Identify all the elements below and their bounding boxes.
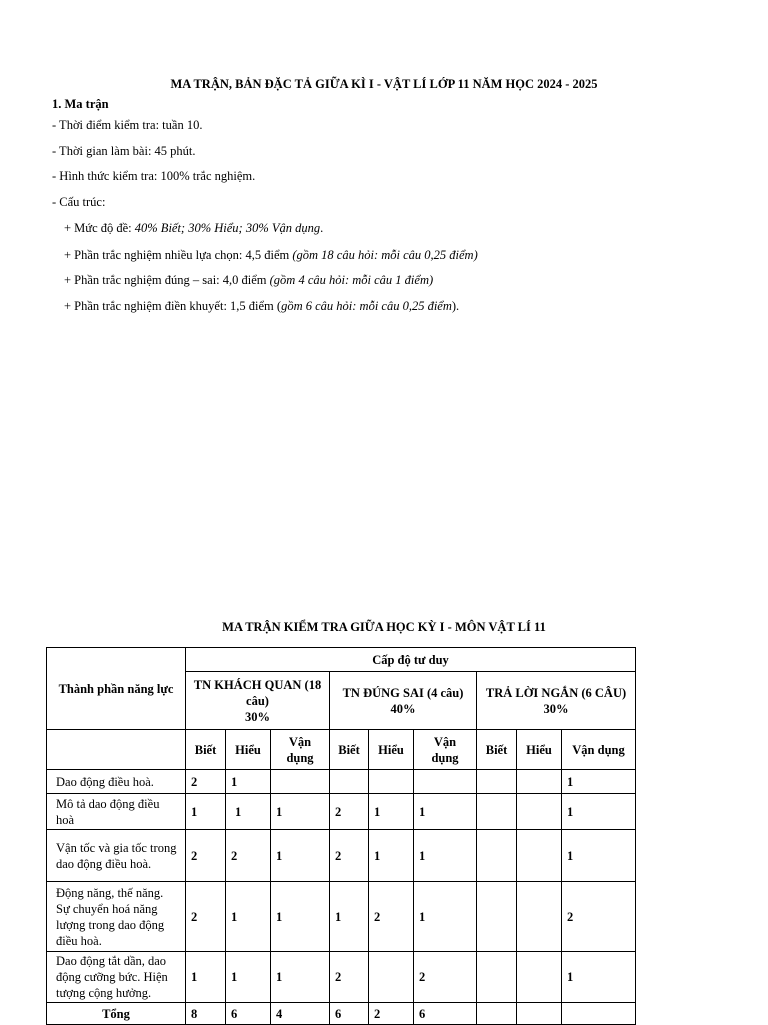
row-label: Dao động điều hoà.: [47, 770, 186, 794]
matrix-table: [46, 647, 636, 1025]
table-cell: [414, 770, 477, 794]
table-cell: 1: [369, 794, 414, 830]
header-empty-cell: [47, 730, 186, 770]
table-cell: 1: [186, 952, 226, 1003]
table-cell: [369, 952, 414, 1003]
row-label: Dao động tắt dần, dao động cưỡng bức. Hiện tượng cộng hưởng.: [47, 952, 186, 1003]
table-cell: [517, 794, 562, 830]
table-cell: [271, 770, 330, 794]
info-line-test-time: - Thời điểm kiểm tra: tuần 10.: [52, 118, 203, 132]
table-cell: 2: [369, 882, 414, 952]
subheader-cell: Vận dụng: [562, 730, 636, 770]
table-cell: 1: [562, 794, 636, 830]
table-cell: 2: [330, 794, 369, 830]
subheader-cell: Biết: [330, 730, 369, 770]
table-cell: [477, 882, 517, 952]
structure-line-true-false: + Phần trắc nghiệm đúng – sai: 4,0 điểm (gồm 4 câu hỏi: mỗi câu 1 điểm): [64, 273, 434, 287]
table-title: MA TRẬN KIỂM TRA GIỮA HỌC KỲ I - MÔN VẬT LÍ 11: [222, 620, 546, 634]
table-cell: 1: [562, 952, 636, 1003]
table-cell: 1: [369, 830, 414, 882]
table-cell: 2: [330, 830, 369, 882]
table-cell: 1: [226, 952, 271, 1003]
row-label: Mô tả dao động điều hoà: [47, 794, 186, 830]
subheader-cell: Biết: [477, 730, 517, 770]
table-cell: 1: [226, 770, 271, 794]
table-cell: 1: [271, 882, 330, 952]
table-cell: 1: [271, 952, 330, 1003]
table-cell: [517, 770, 562, 794]
row-label: Vận tốc và gia tốc trong dao động điều hoà.: [47, 830, 186, 882]
total-cell: [562, 1003, 636, 1025]
total-cell: 6: [414, 1003, 477, 1025]
table-cell: [517, 830, 562, 882]
table-cell: 1: [226, 794, 271, 830]
table-row: [47, 952, 636, 1003]
table-cell: 2: [330, 952, 369, 1003]
info-line-format: - Hình thức kiểm tra: 100% trắc nghiệm.: [52, 169, 256, 183]
table-cell: [330, 770, 369, 794]
table-row: [47, 794, 636, 830]
table-cell: 1: [271, 830, 330, 882]
total-cell: 8: [186, 1003, 226, 1025]
info-line-structure: - Cấu trúc:: [52, 195, 106, 209]
table-cell: 2: [186, 882, 226, 952]
table-cell: 1: [414, 830, 477, 882]
table-cell: 1: [414, 882, 477, 952]
total-cell: 6: [330, 1003, 369, 1025]
header-competency: Thành phần năng lực: [47, 648, 186, 730]
subheader-cell: Hiểu: [517, 730, 562, 770]
structure-line-multiple-choice: + Phần trắc nghiệm nhiều lựa chọn: 4,5 điểm (gồm 18 câu hỏi: mỗi câu 0,25 điểm): [64, 248, 478, 262]
table-cell: 2: [186, 830, 226, 882]
document-title: MA TRẬN, BẢN ĐẶC TẢ GIỮA KÌ I - VẬT LÍ LỚP 11 NĂM HỌC 2024 - 2025: [170, 77, 598, 91]
table-cell: 1: [562, 830, 636, 882]
table-cell: 1: [414, 794, 477, 830]
table-cell: 1: [562, 770, 636, 794]
table-cell: 2: [562, 882, 636, 952]
row-label: Động năng, thế năng. Sự chuyển hoá năng lượng trong dao động điều hoà.: [47, 882, 186, 952]
structure-line-level: + Mức độ đề: 40% Biết; 30% Hiểu; 30% Vận dụng.: [64, 221, 324, 235]
total-cell: [517, 1003, 562, 1025]
table-cell: 1: [226, 882, 271, 952]
subheader-cell: Biết: [186, 730, 226, 770]
total-label: Tổng: [47, 1003, 186, 1025]
header-group-true-false: TN ĐÚNG SAI (4 câu) 40%: [330, 672, 477, 730]
subheader-cell: Hiểu: [226, 730, 271, 770]
table-cell: 1: [330, 882, 369, 952]
total-cell: [477, 1003, 517, 1025]
table-cell: [477, 830, 517, 882]
section-heading: 1. Ma trận: [52, 97, 109, 111]
table-row: [47, 830, 636, 882]
header-group-short-answer: TRẢ LỜI NGẮN (6 CÂU) 30%: [477, 672, 636, 730]
subheader-cell: Vận dụng: [414, 730, 477, 770]
table-cell: 1: [186, 794, 226, 830]
table-cell: 2: [186, 770, 226, 794]
table-cell: [477, 794, 517, 830]
table-row: [47, 770, 636, 794]
table-cell: 1: [271, 794, 330, 830]
header-group-objective: TN KHÁCH QUAN (18 câu) 30%: [186, 672, 330, 730]
info-line-duration: - Thời gian làm bài: 45 phút.: [52, 144, 196, 158]
table-cell: 2: [414, 952, 477, 1003]
table-cell: [477, 770, 517, 794]
table-row: [47, 882, 636, 952]
total-cell: 4: [271, 1003, 330, 1025]
total-cell: 6: [226, 1003, 271, 1025]
subheader-cell: Hiểu: [369, 730, 414, 770]
table-cell: [369, 770, 414, 794]
total-cell: 2: [369, 1003, 414, 1025]
table-cell: 2: [226, 830, 271, 882]
table-cell: [517, 882, 562, 952]
header-thinking-level: Cấp độ tư duy: [186, 648, 636, 672]
table-cell: [517, 952, 562, 1003]
table-cell: [477, 952, 517, 1003]
structure-line-fill-in: + Phần trắc nghiệm điền khuyết: 1,5 điểm (gồm 6 câu hỏi: mỗi câu 0,25 điểm).: [64, 299, 460, 313]
table-total-row: [47, 1003, 636, 1025]
subheader-cell: Vận dụng: [271, 730, 330, 770]
